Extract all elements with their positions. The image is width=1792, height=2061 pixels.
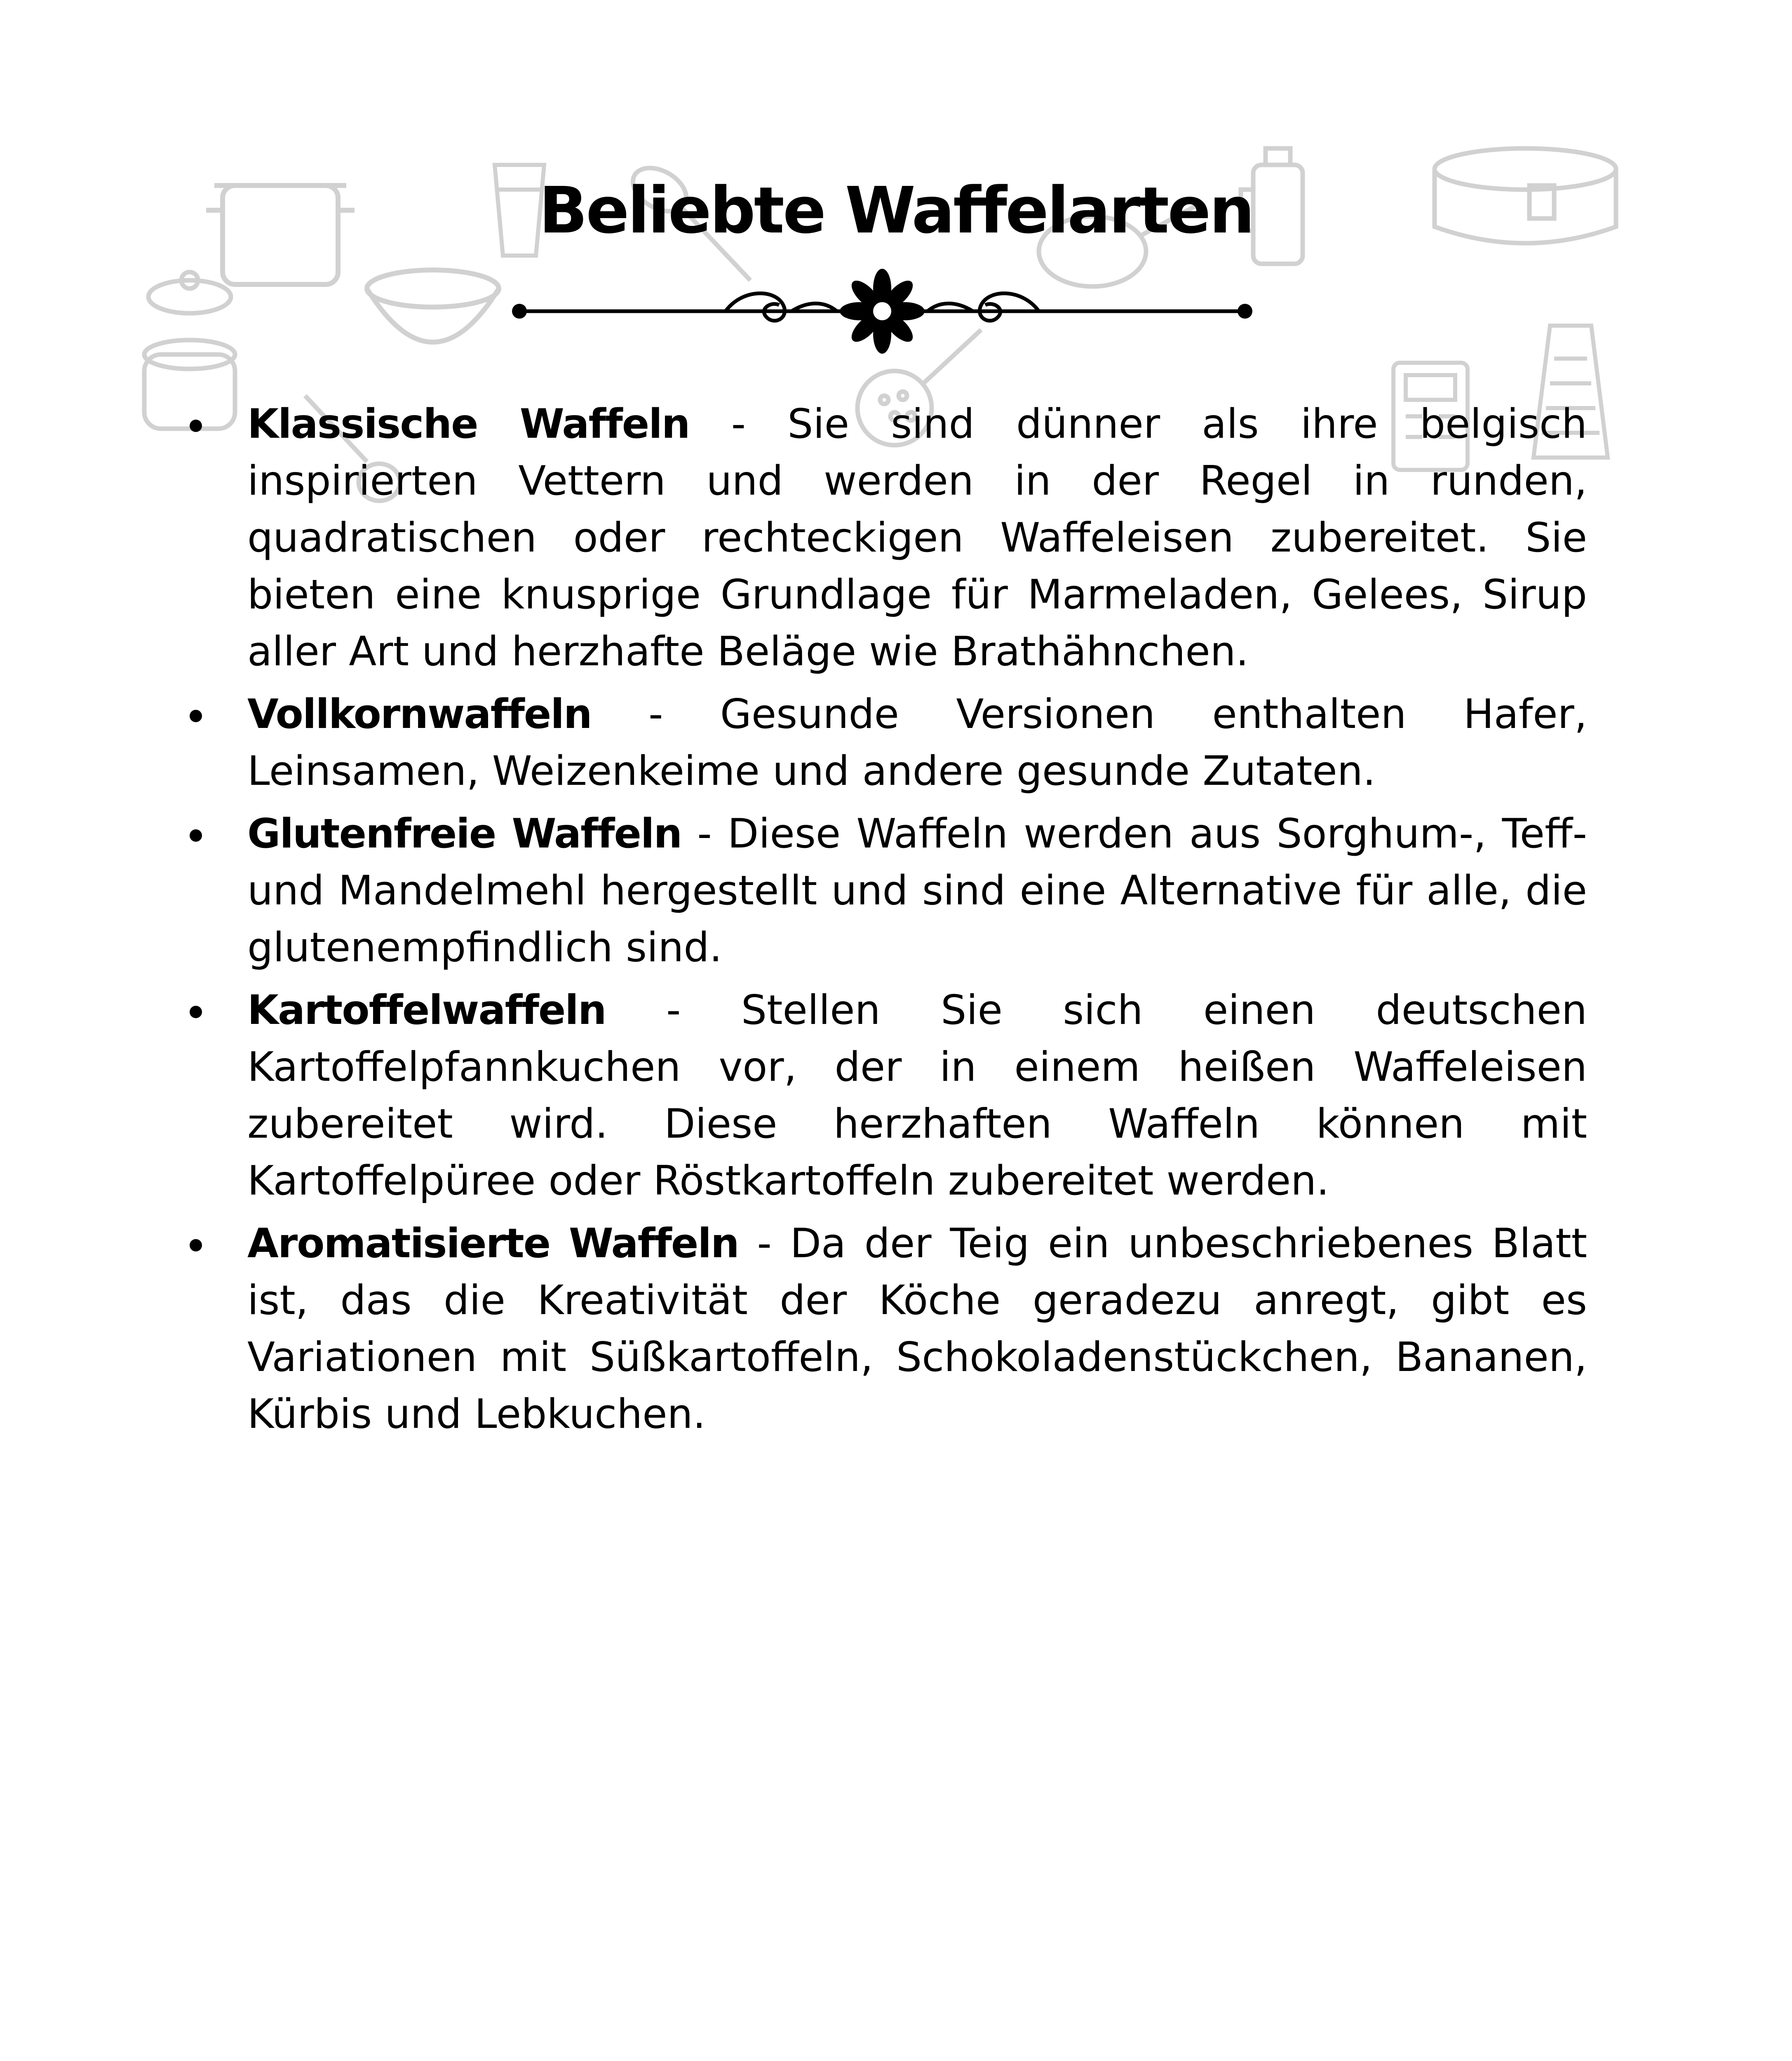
- item-text: - Da der Teig ein unbeschriebenes Blatt ist, das die Kreativität der Köche geradezu anregt, gibt es Variationen mit Süßkartoffeln, Schokoladenstückchen, Bananen, Kürbis und Lebkuchen.: [247, 1220, 1587, 1438]
- item-term: Vollkornwaffeln: [247, 691, 592, 738]
- page-title: Beliebte Waffelarten: [539, 173, 1253, 248]
- item-term: Aromatisierte Waffeln: [247, 1220, 739, 1267]
- list-item: [177, 686, 1587, 800]
- flourish-divider-icon: [511, 264, 1253, 354]
- item-term: Klassische Waffeln: [247, 401, 690, 448]
- bullet-icon: [190, 710, 202, 722]
- list-item: [177, 982, 1587, 1209]
- item-text: - Sie sind dünner als ihre belgisch inspirierten Vettern und werden in der Regel in runden, quadratischen oder rechteckigen Waffeleisen zubereitet. Sie bieten eine knusprige Grundlage für Marmeladen, Gelees, Sirup aller Art und herzhafte Beläge wie Brathähnchen.: [247, 401, 1587, 675]
- item-term: Glutenfreie Waffeln: [247, 810, 682, 857]
- item-term: Kartoffelwaffeln: [247, 987, 606, 1034]
- bowl-icon: [359, 264, 507, 354]
- item-text: - Stellen Sie sich einen deutschen Kartoffelpfannkuchen vor, der in einem heißen Waffeleisen zubereitet wird. Diese herzhaften Waffeln können mit Kartoffelpüree oder Röstkartoffeln zubereitet werden.: [247, 987, 1587, 1204]
- list-item: [177, 805, 1587, 976]
- bullet-icon: [190, 829, 202, 842]
- bullet-icon: [190, 1006, 202, 1018]
- list-item: [177, 396, 1587, 680]
- item-text: - Diese Waffeln werden aus Sorghum-, Teff- und Mandelmehl hergestellt und sind eine Alternative für alle, die glutenempfindlich sind.: [247, 810, 1587, 971]
- list-item: [177, 1215, 1587, 1443]
- waffle-types-list: [177, 396, 1587, 1448]
- bullet-icon: [190, 1239, 202, 1251]
- bullet-icon: [190, 420, 202, 432]
- item-text: - Gesunde Versionen enthalten Hafer, Leinsamen, Weizenkeime und andere gesunde Zutaten.: [247, 691, 1587, 795]
